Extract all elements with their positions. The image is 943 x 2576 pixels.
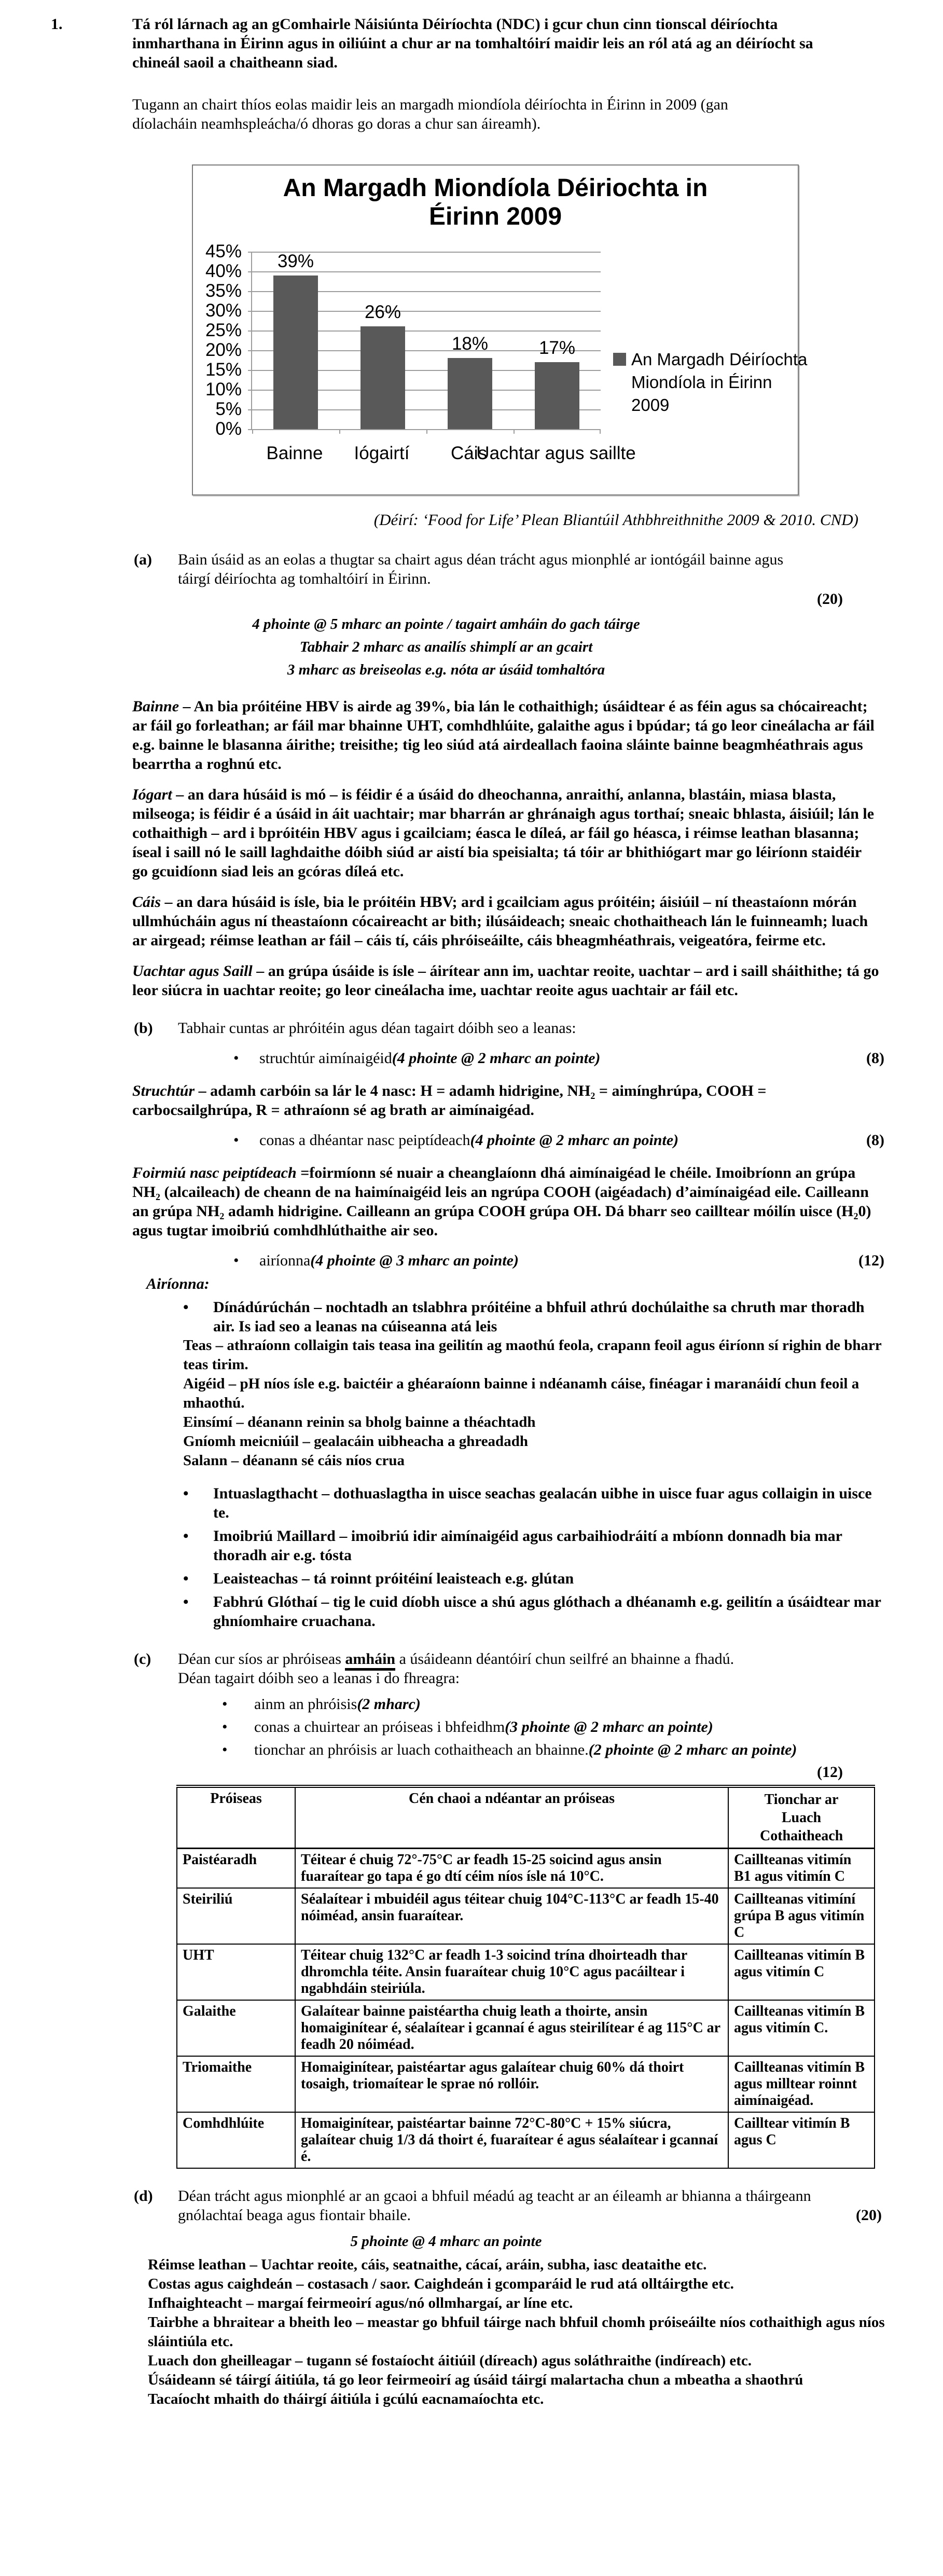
bullet-text: ainm an phróisis	[254, 1696, 357, 1713]
y-axis-label: 15%	[205, 360, 242, 380]
chart-legend	[613, 348, 810, 417]
data-label: 39%	[277, 251, 314, 271]
exam-page	[0, 15, 943, 2576]
data-label: 26%	[364, 302, 401, 322]
bullet-text: Imoibriú Maillard – imoibriú idir aimínaigéid agus carbaihiodráití a mbíonn donnadh bia mar thoradh air e.g. tósta	[213, 1527, 842, 1564]
answer-lead: Foirmiú nasc peiptídeach	[132, 1164, 297, 1181]
answer-text: =foirmíonn sé nuair a cheanglaíonn dhá aimínaigéad le chéile. Imoibríonn an grúpa NH₂ (alcaileach) de cheann de na haimínaigéid leis an ngrúpa COOH (aigéadach) d’aimínaigéad eile. Cailleann an grúpa NH₂ adamh hidrigine. Cailleann an grúpa COOH grúpa OH. Dá bharr seo cailltear móilín uisce (H₂0) agus tugtar imoibriú comhdhlúthaithe air seo.	[132, 1164, 871, 1239]
cell-method: Séalaítear i mbuidéil agus téitear chuig 104°C-113°C ar feadh 15-40 nóiméad, ansin fuaraítear.	[295, 1888, 728, 1944]
property-subline-einsimi: Einsímí – déanann reinin sa bholg bainne a théachtadh	[183, 1414, 536, 1430]
y-axis-tick	[248, 350, 252, 351]
bullet-icon: •	[233, 1050, 239, 1067]
bullet-scheme: (4 phointe @ 2 mharc an pointe)	[470, 1132, 679, 1149]
cell-process: Triomaithe	[177, 2056, 295, 2112]
bar-Uachtar agus saillte	[535, 362, 579, 429]
bullet-text: conas a dhéantar nasc peiptídeach	[259, 1132, 470, 1149]
bullet-icon: •	[233, 1132, 239, 1149]
table-row	[177, 2000, 875, 2056]
part-c-question	[134, 1649, 943, 1688]
answer-lead: Iógart	[132, 786, 172, 803]
x-axis-label: Cáis	[450, 443, 488, 463]
answer-lead: Cáis	[132, 893, 161, 911]
bar-Cáis	[448, 358, 492, 429]
table-row	[177, 2056, 875, 2112]
cell-method: Galaítear bainne paistéartha chuig leath a thoirte, ansin homaiginítear é, séalaítear i gcannaí é agus steirilítear é ag 115°C ar feadh 20 nóiméad.	[295, 2000, 728, 2056]
property-elasticity	[183, 1569, 882, 1588]
bullet-text: tionchar an phróisis ar luach cothaitheach an bhainne.	[254, 1741, 589, 1758]
scheme-line-reimse: Réimse leathan – Uachtar reoite, cáis, seatnaithe, cácaí, aráin, subha, iasc deataithe etc.	[148, 2256, 707, 2273]
y-axis-tick	[248, 252, 252, 253]
part-d-label: (d)	[134, 2187, 153, 2205]
answer-lead: Bainne	[132, 698, 179, 715]
bullet-icon: •	[222, 1741, 228, 1758]
cell-effect: Caillteanas vitimín B agus milltear roinnt aimínaigéad.	[728, 2056, 875, 2112]
scheme-line: Tabhair 2 mharc as anailís shimplí ar an gcairt	[299, 639, 593, 655]
emphasis-amhain: amháin	[345, 1650, 395, 1671]
header-method: Cén chaoi a ndéantar an próiseas	[295, 1786, 728, 1849]
bullet-icon: •	[233, 1252, 239, 1269]
answer-cais	[132, 892, 879, 950]
cell-effect: Cailltear vitimín B agus C	[728, 2112, 875, 2168]
part-a-scheme	[83, 613, 809, 681]
part-c-line1	[178, 1649, 847, 1669]
part-a-text: Bain úsáid as an eolas a thugtar sa chairt agus déan trácht agus mionphlé ar iontógáil bainne agus táirgí déiríochta ag tomhaltóirí in Éirinn.	[178, 551, 784, 587]
cell-method: Homaiginítear, paistéartar bainne 72°C-80°C + 15% siúcra, galaítear chuig 1/3 dá thoirt é, fuaraítear é agus séalaítear i gcannaí é.	[295, 2112, 728, 2168]
x-axis-label: Uachtar agus saillte	[476, 443, 636, 463]
bullet-marks: (8)	[866, 1050, 884, 1067]
answer-uachtar	[132, 961, 879, 1000]
y-axis-label: 35%	[205, 281, 242, 301]
answer-lead: Uachtar agus Saill	[132, 962, 253, 980]
header-process: Próiseas	[177, 1786, 295, 1849]
question-intro-text: Tá ról lárnach ag an gComhairle Náisiúnta Déiríochta (NDC) i gcur chun cinn tionscal déiríochta inmharthana in Éirinn agus in oiliúint a chur ar na tomhaltóirí maidir leis an ról atá ag an déiríocht sa chineál saoil a chaitheann siad.	[132, 16, 813, 71]
part-c-marks: (12)	[817, 1764, 843, 1781]
scheme-line: 4 phointe @ 5 mharc an pointe / tagairt amháin do gach táirge	[252, 616, 640, 632]
x-axis-label: Iógairtí	[354, 443, 410, 463]
property-subline-salann: Salann – déanann sé cáis níos crua	[183, 1452, 405, 1469]
part-c-bullet-effect	[222, 1739, 886, 1761]
part-b-text: Tabhair cuntas ar phróitéin agus déan tagairt dóibh seo a leanas:	[178, 1020, 576, 1037]
bullet-icon: •	[222, 1696, 228, 1713]
bullet-icon: •	[183, 1593, 189, 1610]
part-c-bullet-name	[222, 1693, 886, 1716]
answer-structure	[132, 1081, 796, 1120]
bullet-marks: (12)	[858, 1252, 884, 1269]
bullet-text: conas a chuirtear an próiseas i bhfeidhm	[254, 1718, 505, 1735]
cell-method: Homaiginítear, paistéartar agus galaítear chuig 60% dá thoirt tosaigh, triomaítear le sprae nó rollóir.	[295, 2056, 728, 2112]
y-axis-tick	[248, 429, 252, 430]
part-d-marks: (20)	[856, 2207, 882, 2224]
bullet-text: Intuaslagthacht – dothuaslagtha in uisce seachas gealacán uibhe in uisce fuar agus collaigin in uisce te.	[213, 1485, 872, 1521]
bar-chart	[192, 164, 808, 495]
y-axis-tick	[248, 330, 252, 332]
y-axis-tick	[248, 271, 252, 272]
question-1-intro	[51, 15, 943, 72]
cell-process: Paistéaradh	[177, 1849, 295, 1889]
cell-effect: Caillteanas vitimíní grúpa B agus vitimín C	[728, 1888, 875, 1944]
bullet-scheme: (4 phointe @ 2 mharc an pointe)	[392, 1050, 601, 1067]
question-number: 1.	[51, 16, 63, 33]
y-axis-tick	[248, 370, 252, 371]
cell-process: Comhdhlúite	[177, 2112, 295, 2168]
bullet-text: Dínádúrúchán – nochtadh an tslabhra próitéine a bhfuil athrú dochúlaithe sa chruth mar thoradh air. Is iad seo a leanas na cúiseanna atá leis	[213, 1299, 865, 1335]
y-axis-tick	[248, 291, 252, 292]
x-axis-tick	[600, 429, 601, 434]
part-a-marks: (20)	[817, 590, 843, 608]
header-effect-text: Tionchar ar Luach Cothaitheach	[760, 1792, 843, 1844]
y-axis-tick	[248, 409, 252, 410]
property-gel	[183, 1592, 882, 1631]
chart-title: An Margadh Miondíola Déiriochta in Éirinn 2009	[283, 174, 708, 230]
part-b-bullet-peptide	[233, 1130, 884, 1151]
question-text: a úsáideann déantóirí chun seilfré an bhainne a fhadú.	[395, 1650, 734, 1668]
part-d-scheme-heading: 5 phointe @ 4 mharc an pointe	[350, 2233, 542, 2250]
answer-peptide	[132, 1163, 882, 1240]
y-axis-label: 0%	[215, 419, 242, 439]
property-denaturation	[183, 1298, 882, 1336]
scheme-line-infhaighteacht: Infhaighteacht – margaí feirmeoirí agus/nó ollmhargaí, ar líne etc.	[148, 2295, 573, 2311]
bullet-scheme: (2 phointe @ 2 mharc an pointe)	[588, 1741, 797, 1758]
bullet-text: Leaisteachas – tá roinnt próitéiní leaisteach e.g. glútan	[213, 1570, 574, 1587]
x-axis-tick	[252, 429, 253, 434]
bullet-text: airíonna	[259, 1252, 311, 1269]
x-axis-tick	[426, 429, 427, 434]
properties-heading: Airíonna:	[146, 1275, 210, 1292]
part-d-question	[134, 2186, 882, 2225]
table-row	[177, 1888, 875, 1944]
bullet-marks: (8)	[866, 1132, 884, 1149]
bullet-text: struchtúr aimínaigéid	[259, 1050, 392, 1067]
part-b-bullet-properties	[233, 1250, 884, 1271]
bar-Iógairtí	[360, 326, 405, 429]
table-header-row	[177, 1786, 875, 1849]
bullet-icon: •	[183, 1570, 189, 1587]
part-a-question	[134, 550, 943, 588]
x-axis-label: Bainne	[266, 443, 323, 463]
bullet-text: Fabhrú Glóthaí – tig le cuid díobh uisce a shú agus glóthach a dhéanamh e.g. geilitín a úsáidtear mar ghníomhaire cruachana.	[213, 1593, 881, 1630]
data-label: 17%	[538, 338, 576, 358]
y-axis-label: 40%	[205, 261, 242, 281]
bullet-icon: •	[183, 1485, 189, 1502]
cell-process: Galaithe	[177, 2000, 295, 2056]
question-text: Déan cur síos ar phróiseas	[178, 1650, 345, 1668]
part-b-bullet-structure	[233, 1048, 884, 1069]
answer-text: – an dara húsáid is ísle, bia le próitéin HBV; ard i gcailciam agus próitéin; áisiúil – ní theastaíonn mórán ullmhúcháin agus ní theastaíonn cócaireacht ar bith; ilúsáideach; sneaic chothaitheach lán le fuinneamh; luach ar airgead; réimse leathan ar fáil – cáis tí, cáis phróiseáilte, cáis bheagmhéathrais, veigeatóra, feirme etc.	[132, 893, 868, 949]
answer-lead: Struchtúr	[132, 1082, 195, 1099]
bar-Bainne	[273, 275, 318, 429]
part-c-bullet-how	[222, 1716, 886, 1739]
bullet-scheme: (2 mharc)	[357, 1696, 421, 1713]
bullet-icon: •	[222, 1718, 228, 1735]
y-axis-label: 25%	[205, 320, 242, 340]
cell-process: UHT	[177, 1944, 295, 2000]
scheme-line-luach: Luach don gheilleagar – tugann sé fostaíocht áitiúil (díreach) agus soláthraithe (indíreach) etc.	[148, 2352, 752, 2369]
bullet-scheme: (4 phointe @ 3 mharc an pointe)	[310, 1252, 519, 1269]
cell-method: Téitear chuig 132°C ar feadh 1-3 soicind trína dhoirteadh thar dhromchla téite. Ansin fuaraítear chuig 10°C agus pacáiltear i ngabhdáin steiriúla.	[295, 1944, 728, 2000]
table-row	[177, 1944, 875, 2000]
data-label: 18%	[451, 334, 489, 354]
part-d-text: Déan trácht agus mionphlé ar an gcaoi a bhfuil méadú ag teacht ar an éileamh ar bhianna a tháirgeann gnólachtaí beaga agus fiontair bhaile.	[178, 2187, 811, 2224]
answer-bainne	[132, 697, 879, 774]
scheme-line-tairbhe: Tairbhe a bhraitear a bheith leo – meastar go bhfuil táirge nach bhfuil chomh próiseáilte níos cothaithigh agus níos sláintiúla etc.	[148, 2314, 885, 2350]
bullet-scheme: (3 phointe @ 2 mharc an pointe)	[505, 1718, 713, 1735]
y-axis-label: 5%	[215, 399, 242, 419]
process-table	[176, 1785, 875, 2169]
property-maillard	[183, 1526, 882, 1565]
property-subline-teas: Teas – athraíonn collaigin tais teasa ina geilitín ag maothú feola, crapann feoil agus éiríonn sí righin de bharr teas tirim.	[183, 1337, 882, 1373]
scheme-line: 3 mharc as breiseolas e.g. nóta ar úsáid tomhaltóra	[287, 662, 605, 678]
y-axis-label: 30%	[205, 300, 242, 321]
answer-iogart	[132, 785, 879, 881]
y-axis-label: 10%	[205, 379, 242, 400]
cell-effect: Caillteanas vitimín B1 agus vitimín C	[728, 1849, 875, 1889]
scheme-line-tacaiocht: Tacaíocht mhaith do tháirgí áitiúla i gcúlú eacnamaíochta etc.	[148, 2391, 544, 2407]
part-c-label: (c)	[134, 1650, 151, 1668]
plot-area	[205, 241, 601, 439]
bullet-icon: •	[183, 1299, 189, 1316]
x-axis-tick	[339, 429, 340, 434]
table-row	[177, 2112, 875, 2168]
cell-effect: Caillteanas vitimín B agus vitimín C	[728, 1944, 875, 2000]
source-citation: (Déirí: ‘Food for Life’ Plean Bliantúil Athbhreithnithe 2009 & 2010. CND)	[373, 511, 858, 529]
legend-label: An Margadh Déiríochta Miondíola in Éirinn 2009	[631, 350, 808, 415]
y-axis-tick	[248, 390, 252, 391]
scheme-line-costas: Costas agus caighdeán – costasach / saor. Caighdeán i gcomparáid le rud atá olltáirgthe etc.	[148, 2276, 734, 2292]
x-axis-labels	[251, 443, 636, 465]
bullet-icon: •	[183, 1527, 189, 1545]
answer-text: – an dara húsáid is mó – is féidir é a úsáid do dheochanna, anraithí, anlanna, blastáin, miasa blasta, milseoga; is féidir é a úsáid in áit uachtair; mar bharrán ar ghránaigh agus torthaí; sneaic bhlasta, áisiúil; lán le cothaithigh – ard i bpróitéin HBV agus i gcailciam; éasca le díleá, ar fáil go héasca, i réimse leathan blasanna; íseal i saill nó le saill laghdaithe dóibh siúd ar aistí bia speisialta; tá tóir ar bhithiógart mar go léiríonn staidéir go gcuidíonn siad leis an gcóras díleá etc.	[132, 786, 875, 880]
cell-process: Steiriliú	[177, 1888, 295, 1944]
answer-text: – An bia próitéine HBV is airde ag 39%, bia lán le cothaithigh; úsáidtear é as féin agus sa chócaireacht; ar fáil go forleathan; ar fáil mar bhainne UHT, comhdhlúite, galaithe agus i bpúdar; tá go leor cineálacha ar fáil e.g. bainne le blasanna áirithe; treisithe; tig leo siúd atá airdeallach faoina sláinte bainne beagmhéathrais agus bearrtha a roghnú etc.	[132, 698, 875, 773]
header-effect	[728, 1786, 875, 1849]
y-axis-label: 20%	[205, 340, 242, 360]
x-axis-tick	[514, 429, 515, 434]
gridline	[252, 271, 601, 272]
table-row	[177, 1849, 875, 1889]
property-subline-aigeid: Aigéid – pH níos ísle e.g. baictéir a ghéaraíonn bainne i ndéanamh cáise, finéagar i maranáidí chun feoil a mhaothú.	[183, 1375, 859, 1411]
cell-method: Téitear é chuig 72°-75°C ar feadh 15-25 soicind agus ansin fuaraítear go tapa é go dtí céim níos ísle ná 10°C.	[295, 1849, 728, 1889]
answer-text: – adamh carbóin sa lár le 4 nasc: H = adamh hidrigine, NH₂ = aimínghrúpa, COOH = carbocsailghrúpa, R = athraíonn sé ag brath ar aimínaigéad.	[132, 1082, 767, 1119]
property-solubility	[183, 1484, 882, 1522]
y-axis-label: 45%	[205, 241, 242, 261]
answer-text: – an grúpa úsáide is ísle – áirítear ann im, uachtar reoite, uachtar – ard i saill sháithithe; tá go leor siúcra in uachtar reoite; go leor cineálacha ime, uachtar reoite agus uachtair ar fáil etc.	[132, 962, 879, 999]
cell-effect: Caillteanas vitimín B agus vitimín C.	[728, 2000, 875, 2056]
scheme-line-usaideann: Úsáideann sé táirgí áitiúla, tá go leor feirmeoirí ag úsáid táirgí malartacha chun a mbeatha a shaothrú	[148, 2372, 803, 2388]
property-subline-gniomh: Gníomh meicniúil – gealacáin uibheacha a ghreadadh	[183, 1433, 528, 1450]
part-c-line2: Déan tagairt dóibh seo a leanas i do fhreagra:	[178, 1670, 460, 1687]
chart-intro-paragraph: Tugann an chairt thíos eolas maidir leis an margadh miondíola déiríochta in Éirinn in 2009 (gan díolacháin neamhspleácha/ó dhoras go doras a chur san áireamh).	[132, 96, 728, 132]
part-b-label: (b)	[134, 1020, 153, 1037]
part-a-label: (a)	[134, 551, 152, 568]
y-axis-tick	[248, 311, 252, 312]
part-b-question	[134, 1018, 943, 1038]
legend-swatch-icon	[613, 353, 626, 366]
